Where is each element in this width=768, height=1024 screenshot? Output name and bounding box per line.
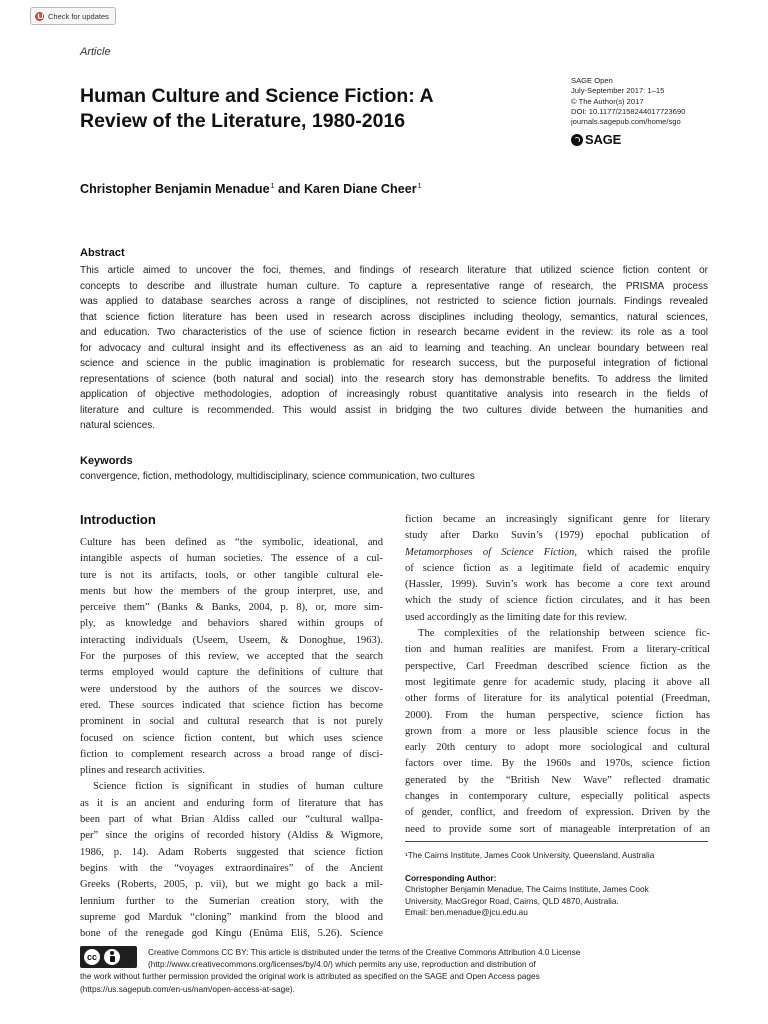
- abstract-line: representations of science (both natural and social) into the research story has demonstrable benefits. To address the limited: [80, 373, 708, 385]
- body-line: interacting individuals (Useem, Useem, & Donoghue, 1963).: [80, 634, 383, 646]
- author-2: Karen Diane Cheer: [303, 182, 417, 196]
- body-line: need to provide some sort of manageable interpretation of an: [405, 823, 710, 835]
- author-1: Christopher Benjamin Menadue: [80, 182, 270, 196]
- abstract-heading: Abstract: [80, 247, 125, 259]
- body-line: changes in contemporary culture, especially political aspects: [405, 791, 710, 803]
- body-line: fiction to complement research across a broad range of disci-: [80, 748, 383, 760]
- body-line: [405, 545, 710, 561]
- body-line: as it is an ancient and enduring form of literature that has: [80, 797, 383, 809]
- body-line: study after Darko Suvin’s (1979) epochal publication of: [405, 530, 710, 542]
- body-line: bone of the renegade god Kingu (Enûma Eliš, 5.26). Science: [80, 928, 383, 940]
- body-line: perspective, Carl Freedman described science fiction as the: [405, 660, 710, 672]
- attribution-person-icon: [104, 949, 120, 965]
- body-line: which the study of science fiction circulates, and it has been: [405, 595, 710, 607]
- license-line: Creative Commons CC BY: This article is distributed under the terms of the Creative Commons Attribution 4.0 License: [148, 947, 581, 957]
- abstract-line: science and science in the public imagination is problematic for research success, but the purposeful integration of fictional: [80, 358, 708, 369]
- body-line: perceive them” (Banks & Banks, 2004, p. 8), or, more sim-: [80, 602, 383, 614]
- body-line: plines and research activities.: [80, 765, 205, 777]
- author-conjunction: and: [274, 182, 304, 196]
- abstract-line: concepts to describe and illustrate human culture. To capture a representative range of research, the PRISMA process: [80, 280, 708, 292]
- journal-meta: [571, 76, 741, 127]
- body-line: early 20th century to adopt more sociological and cultural: [405, 742, 710, 754]
- body-line: tion and human realities are manifest. From a literary-critical: [405, 644, 710, 656]
- sage-logo-text: SAGE: [585, 132, 622, 147]
- abstract-line: natural sciences.: [80, 420, 156, 431]
- license-line[interactable]: (http://www.creativecommons.org/licenses/by/4.0/) which permits any use, reproduction and distribution of: [148, 959, 536, 970]
- body-line: been part of what Brian Aldiss called our “cultural wallpa-: [80, 814, 383, 826]
- body-line: For the purposes of this review, we accepted that the search: [80, 651, 383, 663]
- license-line: the work without further permission provided the original work is attributed as specified on the SAGE and Open Access pages: [80, 971, 540, 982]
- body-line: of gender, conflict, and freedom of expression. Driven by the: [405, 807, 710, 819]
- abstract-line: literature and culture is recommended. This would assist in bridging the two cultures divide between the humanities and: [80, 404, 708, 416]
- abstract-line: that science fiction literature has been used in research across disciplines including theology, semantics, natural sciences,: [80, 311, 708, 323]
- journal-issue: July-September 2017: 1–15: [571, 86, 665, 96]
- check-for-updates-button[interactable]: [30, 7, 116, 25]
- body-line: most legitimate genre for academic study, placing it above all: [405, 676, 710, 688]
- license-line[interactable]: (https://us.sagepub.com/en-us/nam/open-access-at-sage).: [80, 983, 295, 994]
- body-line: lennium further to the Sumerian creation story, with the: [80, 895, 383, 907]
- body-line: focused on science fiction content, but which uses science: [80, 732, 383, 744]
- paper-title: [80, 84, 500, 134]
- body-line-rest: , which raised the profile: [574, 546, 710, 558]
- body-line: grown from a more or less plausible science focus in the: [405, 725, 710, 737]
- author-1-affiliation: 1: [270, 183, 275, 190]
- article-type: Article: [80, 46, 111, 58]
- doi[interactable]: DOI: 10.1177/2158244017723690: [571, 106, 686, 116]
- body-line: Culture has been defined as “the symbolic, ideational, and: [80, 537, 383, 548]
- journal-url[interactable]: journals.sagepub.com/home/sgo: [571, 117, 681, 127]
- body-line: were understood by the authors of the sources we discov-: [80, 683, 383, 695]
- sage-logo-icon: [571, 134, 583, 146]
- body-line: generated by the “British New Wave” reflected dramatic: [405, 774, 710, 786]
- copyright: © The Author(s) 2017: [571, 96, 644, 106]
- body-line: per” since the origins of recorded history (Aldiss & Wigmore,: [80, 830, 383, 842]
- body-line: other forms of literature for its analytical potential (Freedman,: [405, 693, 710, 705]
- abstract-line: was applied to database searches across a range of disciplines, not restricted to science fiction journals. Findings revealed: [80, 296, 708, 307]
- body-line: The complexities of the relationship between science fic-: [418, 628, 710, 640]
- journal-name: SAGE Open: [571, 76, 613, 85]
- cc-icon: cc: [84, 949, 100, 965]
- check-for-updates-label: Check for updates: [48, 11, 109, 21]
- body-line: begins with the “voyages extraordinaires” of the Ancient: [80, 862, 383, 874]
- body-line: fiction became an increasingly significant genre for literary: [405, 514, 710, 525]
- corresponding-author-email[interactable]: Email: ben.menadue@jcu.edu.au: [405, 907, 528, 918]
- keywords-list: convergence, fiction, methodology, multidisciplinary, science communication, two cultures: [80, 471, 475, 482]
- body-column-left: [80, 535, 383, 942]
- author-2-affiliation: 1: [417, 183, 422, 190]
- body-line: 1986, p. 14). Adam Roberts suggested that science fiction: [80, 846, 383, 858]
- body-line: intangible aspects of human societies. The essence of a cul-: [80, 553, 383, 565]
- bookmark-check-icon: [35, 12, 44, 21]
- book-title: Metamorphoses of Science Fiction: [405, 546, 575, 558]
- corresponding-author-line: Christopher Benjamin Menadue, The Cairns Institute, James Cook: [405, 884, 649, 895]
- title-line-1: Human Culture and Science Fiction: A: [80, 85, 434, 107]
- author-list: [80, 182, 422, 196]
- title-line-2: Review of the Literature, 1980-2016: [80, 110, 406, 132]
- body-line: ments but how the members of the group interpret, use, and: [80, 585, 383, 597]
- creative-commons-logo: [80, 946, 137, 968]
- sage-logo: [571, 132, 621, 147]
- body-line: 2000). From the human perspective, science fiction has: [405, 709, 710, 721]
- body-line: of science fiction as a legitimate field of academic enquiry: [405, 562, 710, 574]
- body-line: used accordingly as the limiting date for this review.: [405, 611, 628, 623]
- body-line: Greeks (Roberts, 2005, p. vii), but we might go back a mil-: [80, 879, 383, 891]
- abstract-line: and education. Two characteristics of the use of science fiction in research became evident in the review: its role as a tool: [80, 327, 708, 338]
- keywords-heading: Keywords: [80, 455, 133, 467]
- corresponding-author-line: University, MacGregor Road, Cairns, QLD 4870, Australia.: [405, 895, 619, 906]
- body-line: (Hassler, 1999). Suvin’s work has become a core text around: [405, 579, 710, 591]
- footnotes: [405, 850, 708, 919]
- abstract-line: for advocacy and cultural insight and its effectiveness as an aid to learning and teaching. An unclear boundary between real: [80, 342, 708, 354]
- license-statement: [80, 946, 708, 995]
- body-line: factors over time. By the 1960s and 1970s, science fiction: [405, 758, 710, 770]
- body-line: ered. These sources indicated that science fiction has become: [80, 699, 383, 711]
- body-line: supreme god Marduk “cloning” mankind from the blood and: [80, 911, 383, 923]
- body-line: ture is not its artifacts, tools, or other tangible cultural ele-: [80, 569, 383, 581]
- body-line: ply, as knowledge and behaviors shared within groups of: [80, 618, 383, 630]
- abstract-line: application of objective methodologies, adoption of increasingly robust quantitative analysis into research in the fields of: [80, 389, 708, 400]
- introduction-heading: Introduction: [80, 512, 156, 527]
- body-line: prominent in social and cultural research that is not purely: [80, 716, 383, 728]
- body-column-right: [405, 512, 710, 838]
- body-line: terms employed would capture the definitions of culture that: [80, 667, 383, 679]
- abstract-body: [80, 263, 708, 434]
- body-line: Science fiction is significant in studies of human culture: [93, 781, 383, 793]
- abstract-line: This article aimed to uncover the foci, themes, and findings of research literature that utilized science fiction content or: [80, 265, 708, 276]
- corresponding-author-label: Corresponding Author:: [405, 872, 497, 883]
- footnote-divider: [405, 841, 708, 842]
- affiliation-note: ¹The Cairns Institute, James Cook University, Queensland, Australia: [405, 850, 655, 860]
